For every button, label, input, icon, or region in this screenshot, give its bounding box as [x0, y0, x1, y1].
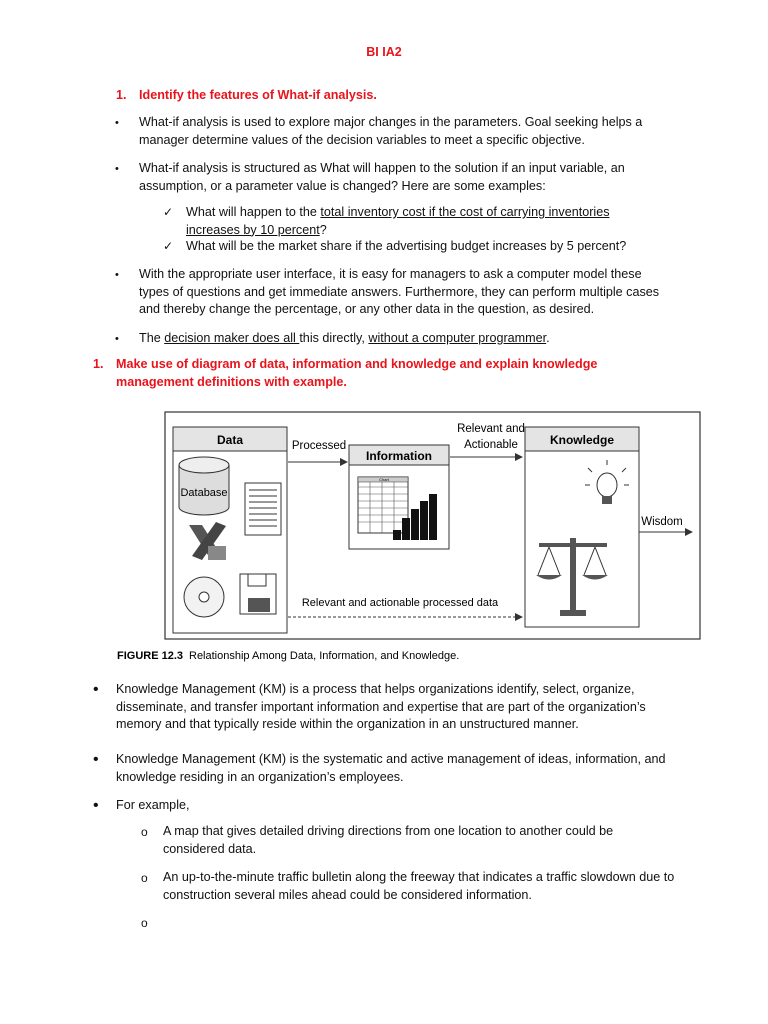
bullet-marker: •: [93, 751, 99, 768]
floppy-disk-icon: [240, 574, 276, 614]
disc-icon: [184, 577, 224, 617]
q1-bullet-2: What-if analysis is structured as What will happen to the solution if an input variable, an assumption, or a parameter value is changed? Here are some examples:: [139, 161, 625, 193]
bullet-marker: •: [115, 163, 119, 175]
document-title: BI IA2: [366, 45, 402, 59]
km-bullet-3: For example,: [116, 798, 190, 812]
q1-bullet-4: The decision maker does all this directly, without a computer programmer.: [139, 331, 550, 345]
bullet-marker: •: [93, 797, 99, 814]
database-label: Database: [180, 487, 228, 499]
km-bullet-1: Knowledge Management (KM) is a process that helps organizations identify, select, organize, disseminate, and transfer important information and expertise that are part of the organization’s memory and that typically reside within the organization in an unstructured manner.: [116, 682, 646, 732]
relevant-label-1: Relevant and: [457, 423, 525, 435]
bullet-marker: •: [115, 269, 119, 281]
q1-heading: Identify the features of What-if analysis.: [139, 88, 377, 102]
q1-bullet-3: With the appropriate user interface, it is easy for managers to ask a computer model these types of questions and get immediate answers. Furthermore, they can perform multiple cases and thereby change the percentage, or any other data in the question, as desired.: [139, 267, 660, 317]
q1-bullet-1: What-if analysis is used to explore major changes in the parameters. Goal seeking helps a manager determine values of the decision variables to meet a specific objective.: [139, 115, 643, 147]
q2-number: 1.: [93, 357, 104, 371]
q1-example-1-underlined: total inventory cost if the cost of carrying inventories increases by 10 percent: [186, 205, 610, 237]
circle-bullet-marker: o: [141, 916, 148, 930]
figure-caption-text: Relationship Among Data, Information, and Knowledge.: [189, 650, 460, 662]
figure-caption-number: FIGURE 12.3: [117, 650, 184, 662]
bullet-marker: •: [93, 681, 99, 698]
database-icon: [179, 457, 229, 515]
document-icon: [245, 483, 281, 535]
q1-number: 1.: [116, 88, 127, 102]
check-icon: ✓: [163, 205, 174, 219]
q1-example-2: What will be the market share if the advertising budget increases by 5 percent?: [186, 239, 627, 253]
check-icon: ✓: [163, 239, 174, 253]
km-example-2: An up-to-the-minute traffic bulletin along the freeway that indicates a traffic slowdown due to construction several miles ahead could be considered information.: [163, 870, 675, 902]
circle-bullet-marker: o: [141, 871, 148, 885]
processed-label: Processed: [291, 440, 347, 452]
knowledge-label: Knowledge: [549, 433, 615, 447]
bullet-marker: •: [115, 117, 119, 129]
knowledge-box: [525, 427, 639, 627]
q2-heading: Make use of diagram of data, information and knowledge and explain knowledge management definitions with example.: [116, 357, 598, 389]
wisdom-label: Wisdom: [641, 516, 683, 528]
circle-bullet-marker: o: [141, 825, 148, 839]
relevant-label-2: Actionable: [464, 439, 518, 451]
q1-example-1: What will happen to the total inventory cost if the cost of carrying inventories increases by 10 percent?: [186, 205, 610, 237]
bottom-arrow-label: Relevant and actionable processed data: [301, 597, 499, 609]
information-label: Information: [366, 449, 432, 463]
km-bullet-2: Knowledge Management (KM) is the systematic and active management of ideas, information, and knowledge residing in an organization’s employees.: [116, 752, 666, 784]
km-example-1: A map that gives detailed driving directions from one location to another could be considered data.: [163, 824, 614, 856]
bullet-marker: •: [115, 333, 119, 345]
chart-label: Chart: [379, 477, 389, 482]
data-information-knowledge-figure: [117, 410, 702, 668]
data-label: Data: [216, 433, 244, 447]
